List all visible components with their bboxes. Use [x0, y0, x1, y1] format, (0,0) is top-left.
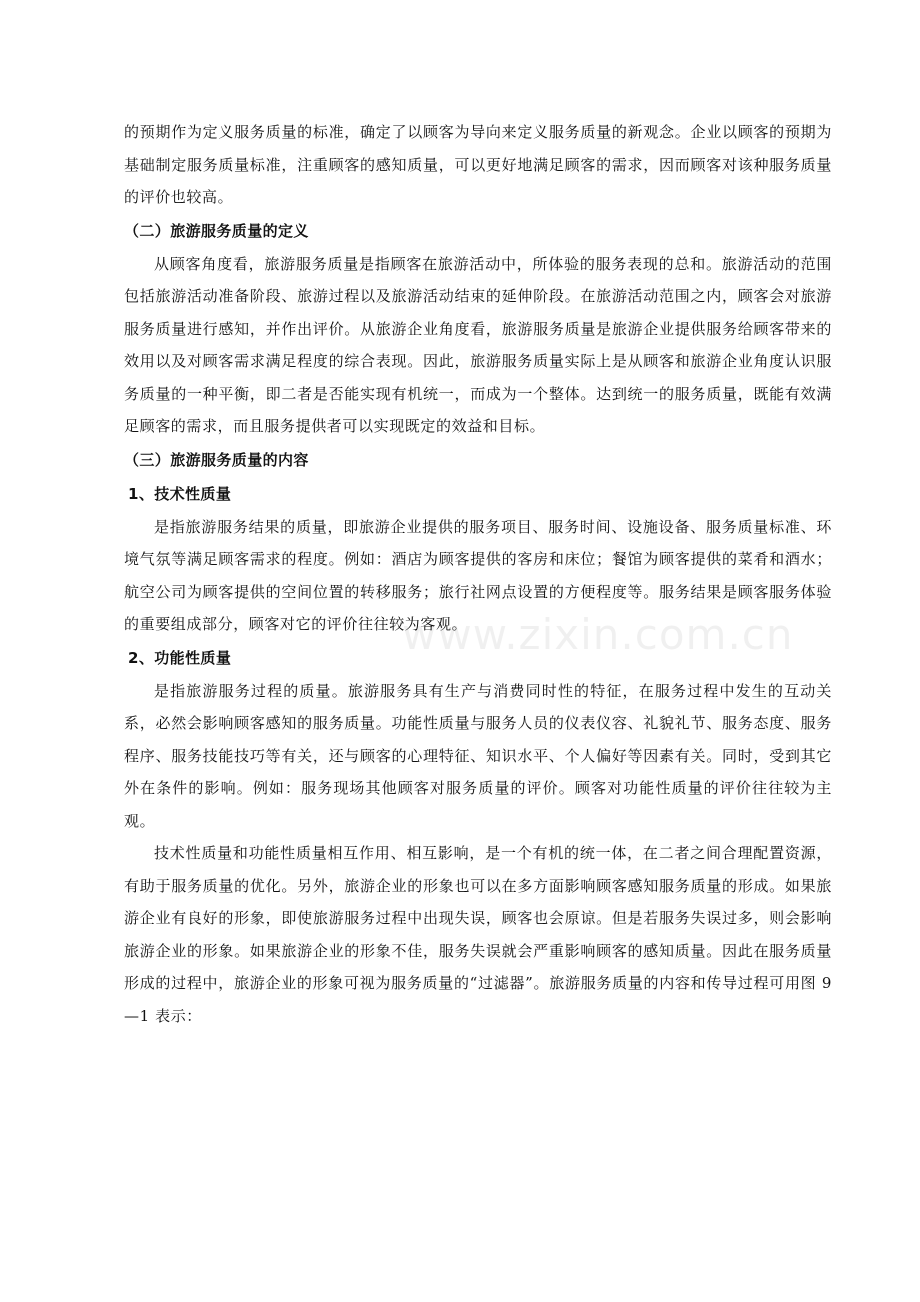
paragraph-functional-quality: 是指旅游服务过程的质量。旅游服务具有生产与消费同时性的特征，在服务过程中发生的互动关系，必然会影响顾客感知的服务质量。功能性质量与服务人员的仪表仪容、礼貌礼节、服务态度、服务程序、服务技能技巧等有关，还与顾客的心理特征、知识水平、个人偏好等因素有关。同时，受到其它外在条件的影响。例如：服务现场其他顾客对服务质量的评价。顾客对功能性质量的评价往往较为主观。 — [124, 681, 832, 830]
subheading-functional-quality: 2、功能性质量 — [128, 648, 232, 667]
section-heading-content: （三）旅游服务质量的内容 — [124, 450, 309, 469]
paragraph-summary: 技术性质量和功能性质量相互作用、相互影响，是一个有机的统一体，在二者之间合理配置资源，有助于服务质量的优化。另外，旅游企业的形象也可以在多方面影响顾客感知服务质量的形成。如果旅游企业有良好的形象，即使旅游服务过程中出现失误，顾客也会原谅。但是若服务失误过多，则会影响旅游企业的形象。如果旅游企业的形象不佳，服务失误就会严重影响顾客的感知质量。因此在服务质量形成的过程中，旅游企业的形象可视为服务质量的“过滤器”。旅游服务质量的内容和传导过程可用图 9—1 表示： — [124, 844, 832, 1025]
paragraph-definition: 从顾客角度看，旅游服务质量是指顾客在旅游活动中，所体验的服务表现的总和。旅游活动的范围包括旅游活动准备阶段、旅游过程以及旅游活动结束的延伸阶段。在旅游活动范围之内，顾客会对旅游服务质量进行感知，并作出评价。从旅游企业角度看，旅游服务质量是旅游企业提供服务给顾客带来的效用以及对顾客需求满足程度的综合表现。因此，旅游服务质量实际上是从顾客和旅游企业角度认识服务质量的一种平衡，即二者是否能实现有机统一，而成为一个整体。达到统一的服务质量，既能有效满足顾客的需求，而且服务提供者可以实现既定的效益和目标。 — [124, 254, 832, 435]
document-body — [124, 116, 832, 1032]
paragraph-continued: 的预期作为定义服务质量的标准，确定了以顾客为导向来定义服务质量的新观念。企业以顾客的预期为基础制定服务质量标准，注重顾客的感知质量，可以更好地满足顾客的需求，因而顾客对该种服务质量的评价也较高。 — [124, 123, 832, 206]
subheading-technical-quality: 1、技术性质量 — [128, 484, 232, 503]
section-heading-definition: （二）旅游服务质量的定义 — [124, 221, 309, 240]
watermark: www.zixin.com.cn — [402, 610, 794, 659]
paragraph-technical-quality: 是指旅游服务结果的质量，即旅游企业提供的服务项目、服务时间、设施设备、服务质量标准、环境气氛等满足顾客需求的程度。例如：酒店为顾客提供的客房和床位；餐馆为顾客提供的菜肴和酒水；航空公司为顾客提供的空间位置的转移服务；旅行社网点设置的方便程度等。服务结果是顾客服务体验的重要组成部分，顾客对它的评价往往较为客观。 — [124, 517, 832, 633]
